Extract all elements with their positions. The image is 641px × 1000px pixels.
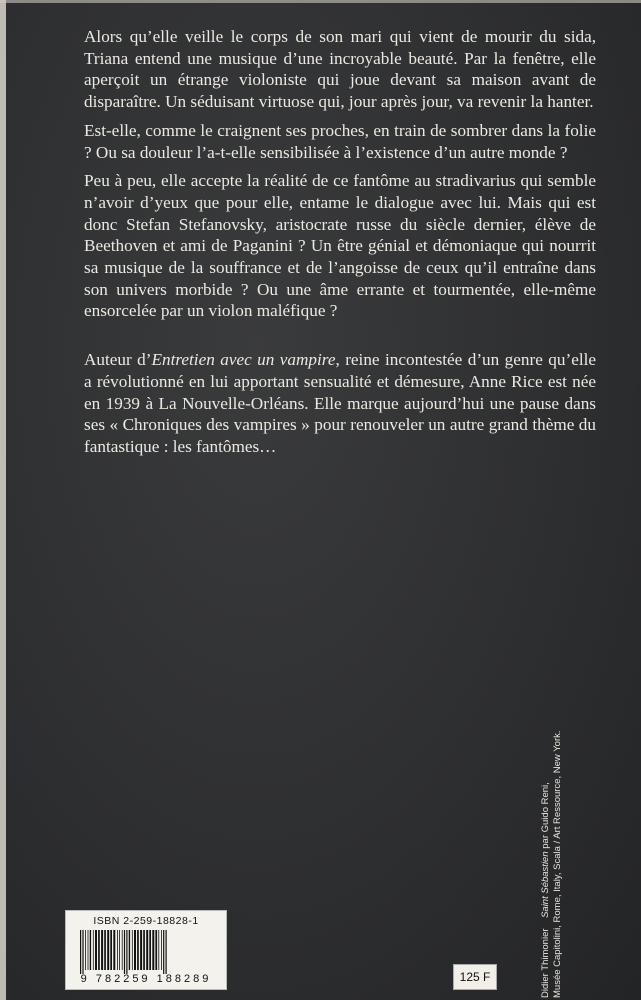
- barcode-bar: [140, 930, 142, 970]
- barcode-bar: [113, 930, 115, 970]
- barcode-bar: [88, 930, 89, 970]
- credits-designer: Didier Thimonier: [540, 928, 551, 998]
- credits-artwork-artist: par Guido Reni,: [540, 782, 551, 852]
- barcode-bar: [158, 930, 159, 970]
- barcode-bar: [137, 930, 139, 970]
- barcode-bar: [161, 930, 162, 970]
- barcode-bar: [124, 930, 125, 974]
- isbn-label: ISBN 2-259-18828-1: [93, 915, 199, 927]
- credits-line-1: [540, 668, 552, 998]
- barcode-label: [65, 910, 227, 990]
- barcode-bar: [80, 930, 81, 974]
- credits-artwork-title: Saint Sébastien: [540, 851, 551, 918]
- barcode-bar: [152, 930, 154, 970]
- barcode-bar: [101, 930, 103, 970]
- barcode-bar: [95, 930, 97, 970]
- credits-line-2: Musée Capitolini, Rome, Italy, Scala / Art Ressource, New York.: [552, 730, 563, 998]
- barcode-bar: [82, 930, 83, 974]
- barcode-bar: [117, 930, 118, 970]
- barcode-bar: [166, 930, 167, 974]
- author-bio-text: , reine incontestée d’un genre qu’elle a révolutionné en lui apportant sensualité et démesure, Anne Rice est née en 1939 à La Nouvelle-Orléans. Elle marque aujourd’hui une pause dans ses « Chroniques des vampires » pour renouveler un autre grand thème du fantastique : les fantômes…: [84, 350, 596, 456]
- blurb-paragraph-2: Est-elle, comme le craignent ses proches, en train de sombrer dans la folie ? Ou sa douleur l’a-t-elle sensibilisée à l’existence d’un autre monde ?: [84, 120, 596, 162]
- barcode-bar: [143, 930, 145, 970]
- barcode-bar: [90, 930, 91, 970]
- barcode-bar: [149, 930, 151, 970]
- barcode-bar: [126, 930, 127, 974]
- barcode-bar: [107, 930, 109, 970]
- cover-edge-top: [0, 0, 641, 3]
- barcode-bar: [132, 930, 133, 970]
- barcode-bar: [110, 930, 112, 970]
- cover-edge: [0, 0, 6, 1000]
- blurb-paragraph-3: Peu à peu, elle accepte la réalité de ce fantôme au stradivarius qui semble n’avoir d’yeux que pour elle, entame le dialogue avec lui. Mais qui est donc Stefan Stefanovsky, aristocrate russe du siècle dernier, élève de Beethoven et ami de Paganini ? Un être génial et démoniaque qui nourrit sa musique de la souffrance et de l’angoisse de ceux qu’il entraîne dans son univers morbide ? Ou une âme errante et tourmentée, elle-même ensorcelée par un violon maléfique ?: [84, 171, 596, 321]
- author-book-title: Entretien avec un vampire: [151, 350, 336, 370]
- barcode-bar: [155, 930, 157, 970]
- barcode-bar: [119, 930, 120, 970]
- barcode-bar: [85, 930, 86, 970]
- author-bio: [84, 349, 596, 458]
- barcode-number: 9 782259 188289: [80, 973, 212, 985]
- barcode-bar: [98, 930, 100, 970]
- barcode-bar: [134, 930, 136, 970]
- barcode-bar: [104, 930, 106, 970]
- author-bio-prefix: Auteur d’: [84, 350, 152, 370]
- barcode-icon: [78, 930, 218, 974]
- barcode-bar: [129, 930, 130, 970]
- blurb-paragraph-1: Alors qu’elle veille le corps de son mari qui vient de mourir du sida, Triana entend une musique d’une incroyable beauté. Par la fenêtre, elle aperçoit un étrange violoniste qui joue devant sa maison avant de disparaître. Un séduisant virtuose qui, jour après jour, va revenir la hanter.: [84, 27, 596, 112]
- blurb-text: [84, 26, 596, 458]
- barcode-bar: [146, 930, 148, 970]
- cover-credits: [540, 668, 563, 998]
- barcode-bar: [163, 930, 164, 974]
- barcode-bar: [122, 930, 123, 970]
- barcode-bar: [93, 930, 94, 970]
- price-sticker: 125 F: [453, 964, 497, 990]
